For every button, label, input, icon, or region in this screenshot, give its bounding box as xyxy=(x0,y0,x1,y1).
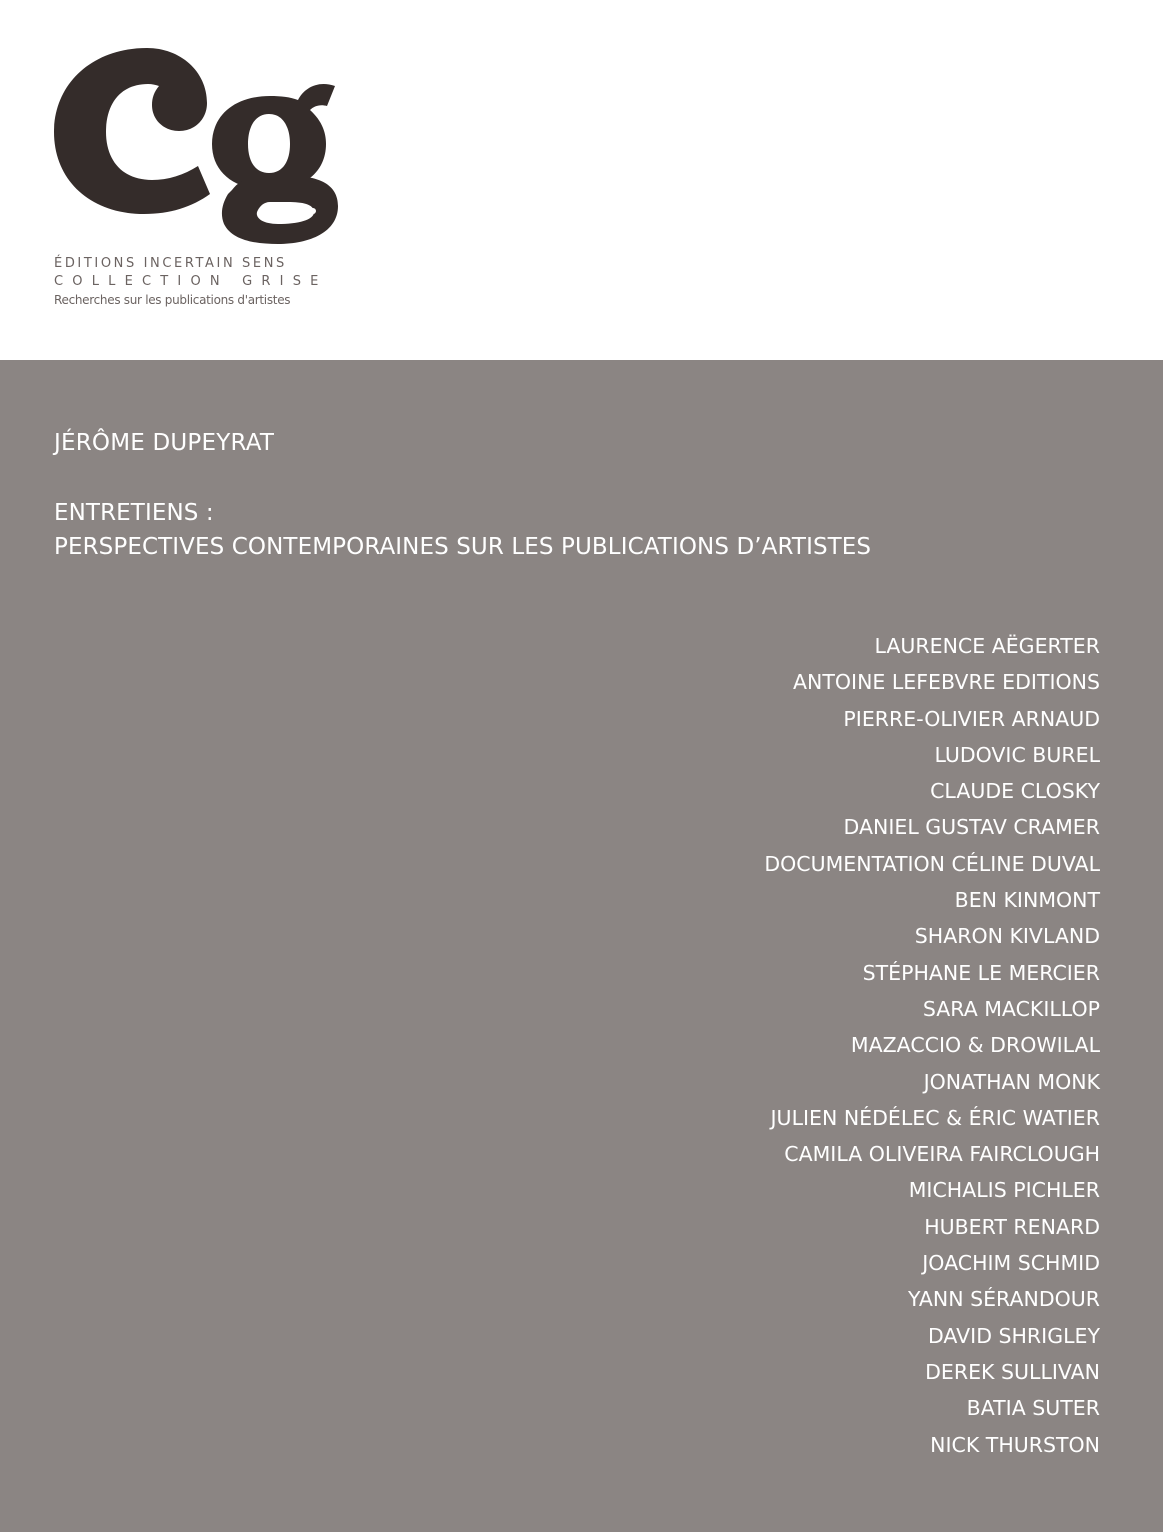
cover-panel xyxy=(0,360,1163,1532)
contributor-name: MAZACCIO & DROWILAL xyxy=(850,1033,1100,1058)
contributor-name: BATIA SUTER xyxy=(966,1396,1100,1421)
contributor-name: DEREK SULLIVAN xyxy=(925,1359,1100,1384)
contributor-name: NICK THURSTON xyxy=(930,1432,1100,1457)
publisher-name: ÉDITIONS INCERTAIN SENS xyxy=(54,256,287,271)
contributor-name: DOCUMENTATION CÉLINE DUVAL xyxy=(764,851,1100,876)
contributor-name: JOACHIM SCHMID xyxy=(922,1251,1100,1276)
author-name: JÉRÔME DUPEYRAT xyxy=(54,430,275,456)
book-title-line-2: PERSPECTIVES CONTEMPORAINES SUR LES PUBLICATIONS D’ARTISTES xyxy=(54,534,872,560)
contributor-name: CLAUDE CLOSKY xyxy=(930,779,1100,804)
contributor-name: BEN KINMONT xyxy=(954,888,1100,913)
imprint xyxy=(54,255,328,309)
contributors-list xyxy=(764,628,1100,1463)
collection-subtitle: Recherches sur les publications d'artistes xyxy=(54,293,291,307)
cg-logo xyxy=(52,44,342,244)
contributor-name: SARA MACKILLOP xyxy=(922,996,1100,1021)
collection-name: COLLECTION GRISE xyxy=(54,274,328,289)
contributor-name: DAVID SHRIGLEY xyxy=(927,1323,1100,1348)
contributor-name: ANTOINE LEFEBVRE EDITIONS xyxy=(793,670,1100,695)
contributor-name: YANN SÉRANDOUR xyxy=(907,1287,1100,1312)
contributor-name: JONATHAN MONK xyxy=(923,1069,1100,1094)
contributor-name: HUBERT RENARD xyxy=(924,1214,1100,1239)
contributor-name: LAURENCE AËGERTER xyxy=(874,634,1100,658)
contributor-name: STÉPHANE LE MERCIER xyxy=(862,960,1100,985)
cover-header xyxy=(0,0,1166,360)
cg-logo-mark xyxy=(52,44,342,244)
contributor-name: DANIEL GUSTAV CRAMER xyxy=(843,815,1100,840)
contributor-name: CAMILA OLIVEIRA FAIRCLOUGH xyxy=(784,1142,1100,1167)
contributor-name: SHARON KIVLAND xyxy=(914,924,1100,949)
contributor-name: MICHALIS PICHLER xyxy=(908,1178,1100,1203)
contributor-name: JULIEN NÉDÉLEC & ÉRIC WATIER xyxy=(770,1105,1100,1130)
book-title-line-1: ENTRETIENS : xyxy=(54,500,214,526)
contributor-name: PIERRE-OLIVIER ARNAUD xyxy=(843,706,1100,731)
book-title xyxy=(54,496,871,564)
contributor-name: LUDOVIC BUREL xyxy=(934,742,1100,767)
